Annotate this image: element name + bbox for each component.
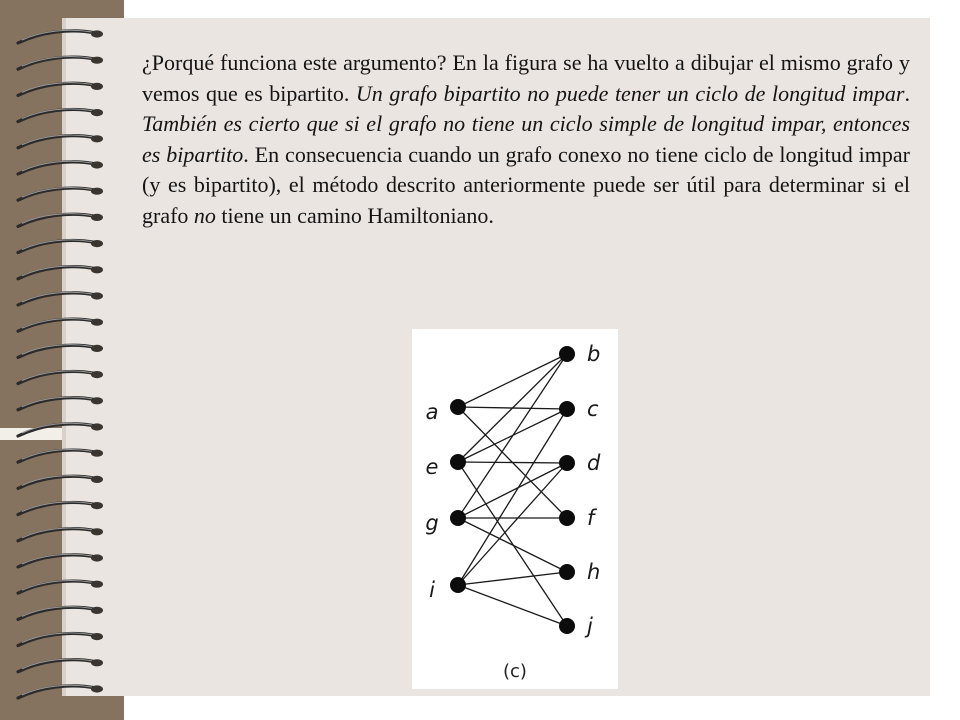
text-run-5: . En consecuencia cuando un grafo conexo no tiene ciclo de longitud impar (y es bipartito), el método descrito anteriormente puede ser útil para determinar si el grafo — [142, 141, 910, 228]
spiral-binding — [0, 0, 130, 720]
spiral-ring-icon — [18, 56, 103, 69]
spiral-ring-icon — [18, 607, 103, 620]
spiral-ring-icon — [18, 580, 103, 593]
vertex-d — [559, 455, 575, 471]
spiral-ring-icon — [18, 449, 103, 462]
edge-e-d — [458, 462, 567, 463]
vertex-a — [450, 399, 466, 415]
vertex-label-a: a — [425, 400, 439, 424]
vertex-label-b: b — [587, 342, 601, 366]
vertex-label-e: e — [425, 455, 439, 479]
vertex-i — [450, 577, 466, 593]
vertex-label-h: h — [587, 560, 601, 584]
vertex-b — [559, 346, 575, 362]
edge-i-h — [458, 572, 567, 585]
edge-g-h — [458, 518, 567, 572]
spiral-ring-icon — [18, 345, 103, 358]
edge-i-d — [458, 463, 567, 585]
spiral-ring-icon — [18, 476, 103, 489]
vertex-e — [450, 454, 466, 470]
vertex-j — [559, 618, 575, 634]
vertex-label-c: c — [587, 397, 599, 421]
spiral-ring-icon — [18, 109, 103, 122]
text-run-7: tiene un camino Hamiltoniano. — [215, 202, 494, 228]
edge-e-j — [458, 462, 567, 626]
edge-g-d — [458, 463, 567, 518]
spiral-ring-icon — [18, 502, 103, 515]
vertex-label-g: g — [425, 511, 439, 535]
text-run-1: ¿Porqué funciona este argumento? En la figura se ha vuelto a dibujar el mismo grafo y vemos que es bipartito. — [142, 50, 910, 106]
graph-canvas — [412, 329, 618, 689]
spiral-ring-icon — [18, 135, 103, 148]
spiral-ring-icon — [18, 214, 103, 227]
spiral-ring-icon — [18, 161, 103, 174]
slide-text — [142, 48, 910, 231]
vertex-label-i: i — [429, 578, 435, 602]
vertex-label-j: j — [587, 614, 593, 638]
edge-e-b — [458, 354, 567, 462]
vertex-h — [559, 564, 575, 580]
spiral-ring-icon — [18, 423, 103, 436]
bipartite-graph-figure — [412, 329, 618, 689]
spiral-ring-icon — [18, 633, 103, 646]
spiral-ring-icon — [18, 554, 103, 567]
spiral-ring-icon — [18, 266, 103, 279]
text-run-4-italic: También es cierto que si el grafo no tiene un ciclo simple de longitud impar, entonces es bipartito — [142, 111, 910, 167]
text-run-6-italic: no — [193, 202, 216, 228]
vertex-g — [450, 510, 466, 526]
spiral-ring-icon — [18, 659, 103, 672]
text-run-2-italic: Un grafo bipartito no puede tener un ciclo de longitud impar — [355, 80, 905, 106]
spiral-ring-icon — [18, 240, 103, 253]
spiral-ring-icon — [18, 83, 103, 96]
spiral-ring-icon — [18, 187, 103, 200]
vertex-f — [559, 510, 575, 526]
spiral-ring-icon — [18, 30, 103, 43]
edges-layer — [458, 354, 567, 626]
vertex-c — [559, 401, 575, 417]
spiral-ring-icon — [18, 292, 103, 305]
spiral-ring-icon — [18, 685, 103, 698]
edge-i-j — [458, 585, 567, 626]
spiral-ring-icon — [18, 397, 103, 410]
text-run-3: . — [904, 80, 910, 106]
vertex-label-f: f — [587, 506, 595, 530]
spiral-ring-icon — [18, 528, 103, 541]
spiral-ring-icon — [18, 371, 103, 384]
edge-a-b — [458, 354, 567, 407]
vertex-label-d: d — [587, 451, 601, 475]
figure-caption: (c) — [503, 661, 527, 682]
spiral-ring-icon — [18, 318, 103, 331]
